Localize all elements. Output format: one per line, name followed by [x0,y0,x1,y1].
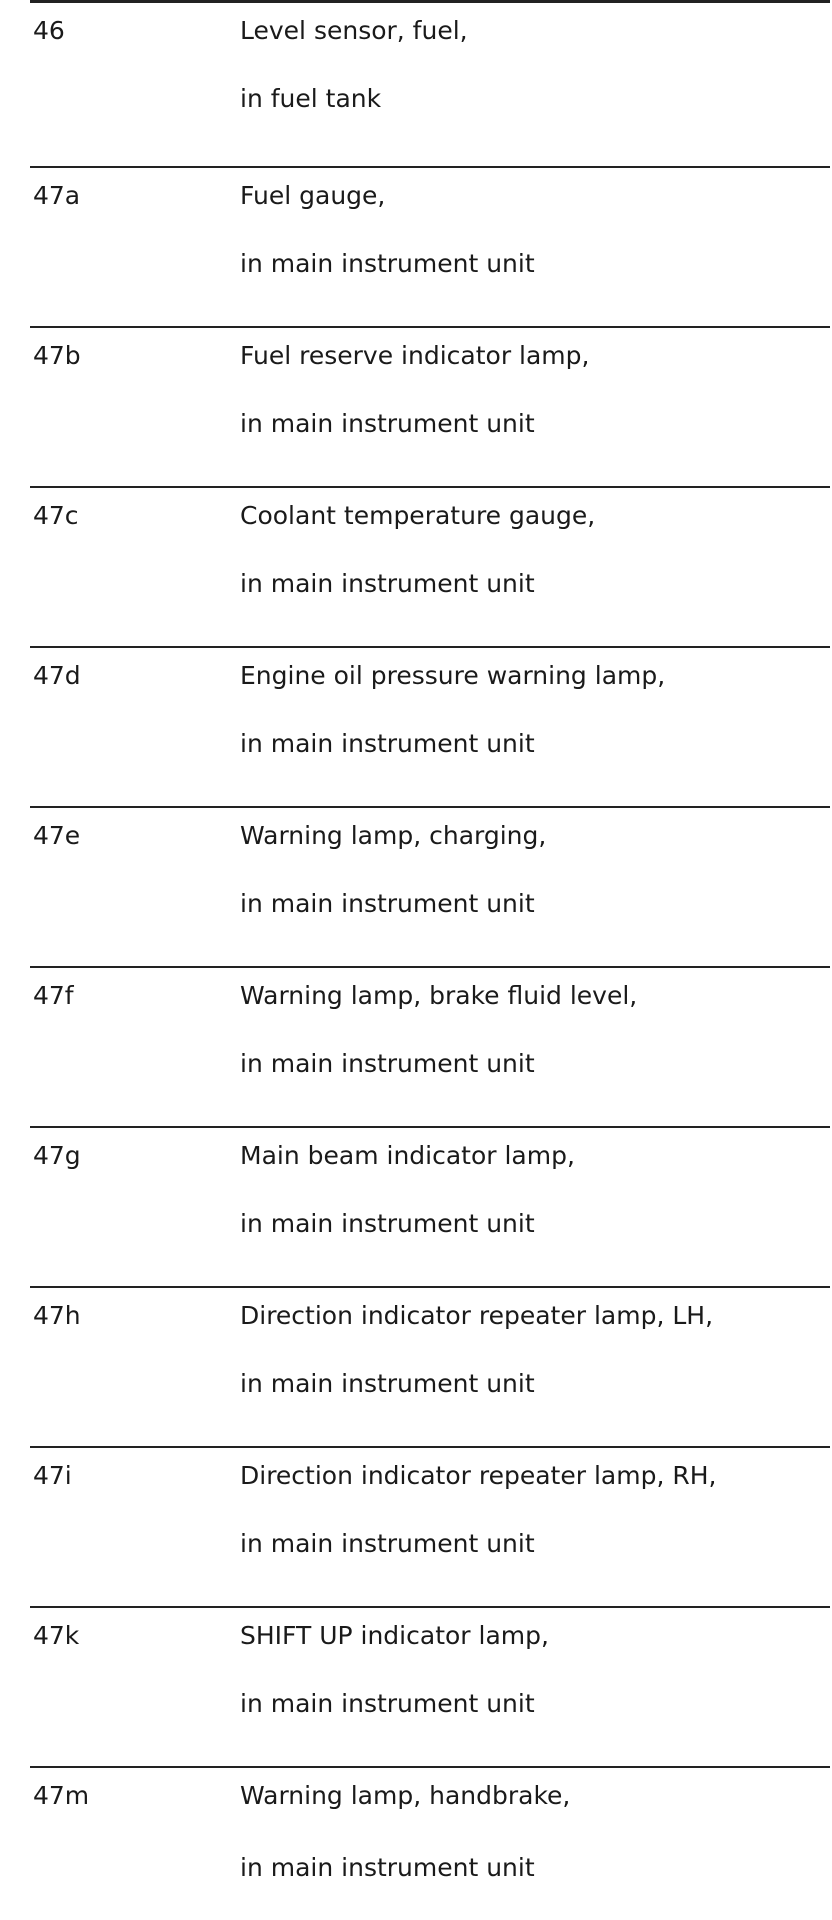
description-line-1: Warning lamp, charging, [240,821,547,850]
legend-row [30,1286,830,1446]
description-line-2: in main instrument unit [240,249,535,278]
legend-row [30,1126,830,1286]
legend-row [30,0,830,166]
description-line-2: in main instrument unit [240,1689,535,1718]
description-line-2: in main instrument unit [240,569,535,598]
description-line-1: Fuel reserve indicator lamp, [240,341,590,370]
description-line-1: Engine oil pressure warning lamp, [240,661,666,690]
component-code: 47h [33,1301,81,1330]
component-legend-table [30,0,830,1920]
description-line-2: in main instrument unit [240,889,535,918]
legend-row [30,1766,830,1920]
legend-row [30,966,830,1126]
description-line-1: Coolant temperature gauge, [240,501,596,530]
description-line-2: in fuel tank [240,84,382,113]
description-line-2: in main instrument unit [240,409,535,438]
description-line-2: in main instrument unit [240,1369,535,1398]
legend-row [30,326,830,486]
component-code: 47c [33,501,79,530]
description-line-2: in main instrument unit [240,1049,535,1078]
description-line-2: in main instrument unit [240,1853,535,1882]
component-code: 46 [33,16,65,45]
legend-row [30,806,830,966]
legend-row [30,1446,830,1606]
component-code: 47d [33,661,81,690]
description-line-1: Fuel gauge, [240,181,386,210]
component-code: 47e [33,821,81,850]
component-code: 47b [33,341,81,370]
description-line-1: Direction indicator repeater lamp, RH, [240,1461,717,1490]
legend-row [30,1606,830,1766]
description-line-1: Direction indicator repeater lamp, LH, [240,1301,714,1330]
description-line-1: SHIFT UP indicator lamp, [240,1621,549,1650]
component-code: 47i [33,1461,72,1490]
description-line-1: Main beam indicator lamp, [240,1141,575,1170]
legend-row [30,646,830,806]
component-code: 47g [33,1141,81,1170]
description-line-2: in main instrument unit [240,729,535,758]
description-line-1: Warning lamp, handbrake, [240,1781,571,1810]
component-code: 47k [33,1621,80,1650]
legend-row [30,486,830,646]
legend-row [30,166,830,326]
description-line-2: in main instrument unit [240,1209,535,1238]
description-line-1: Warning lamp, brake fluid level, [240,981,638,1010]
component-code: 47m [33,1781,90,1810]
description-line-1: Level sensor, fuel, [240,16,468,45]
description-line-2: in main instrument unit [240,1529,535,1558]
component-code: 47a [33,181,81,210]
component-code: 47f [33,981,74,1010]
